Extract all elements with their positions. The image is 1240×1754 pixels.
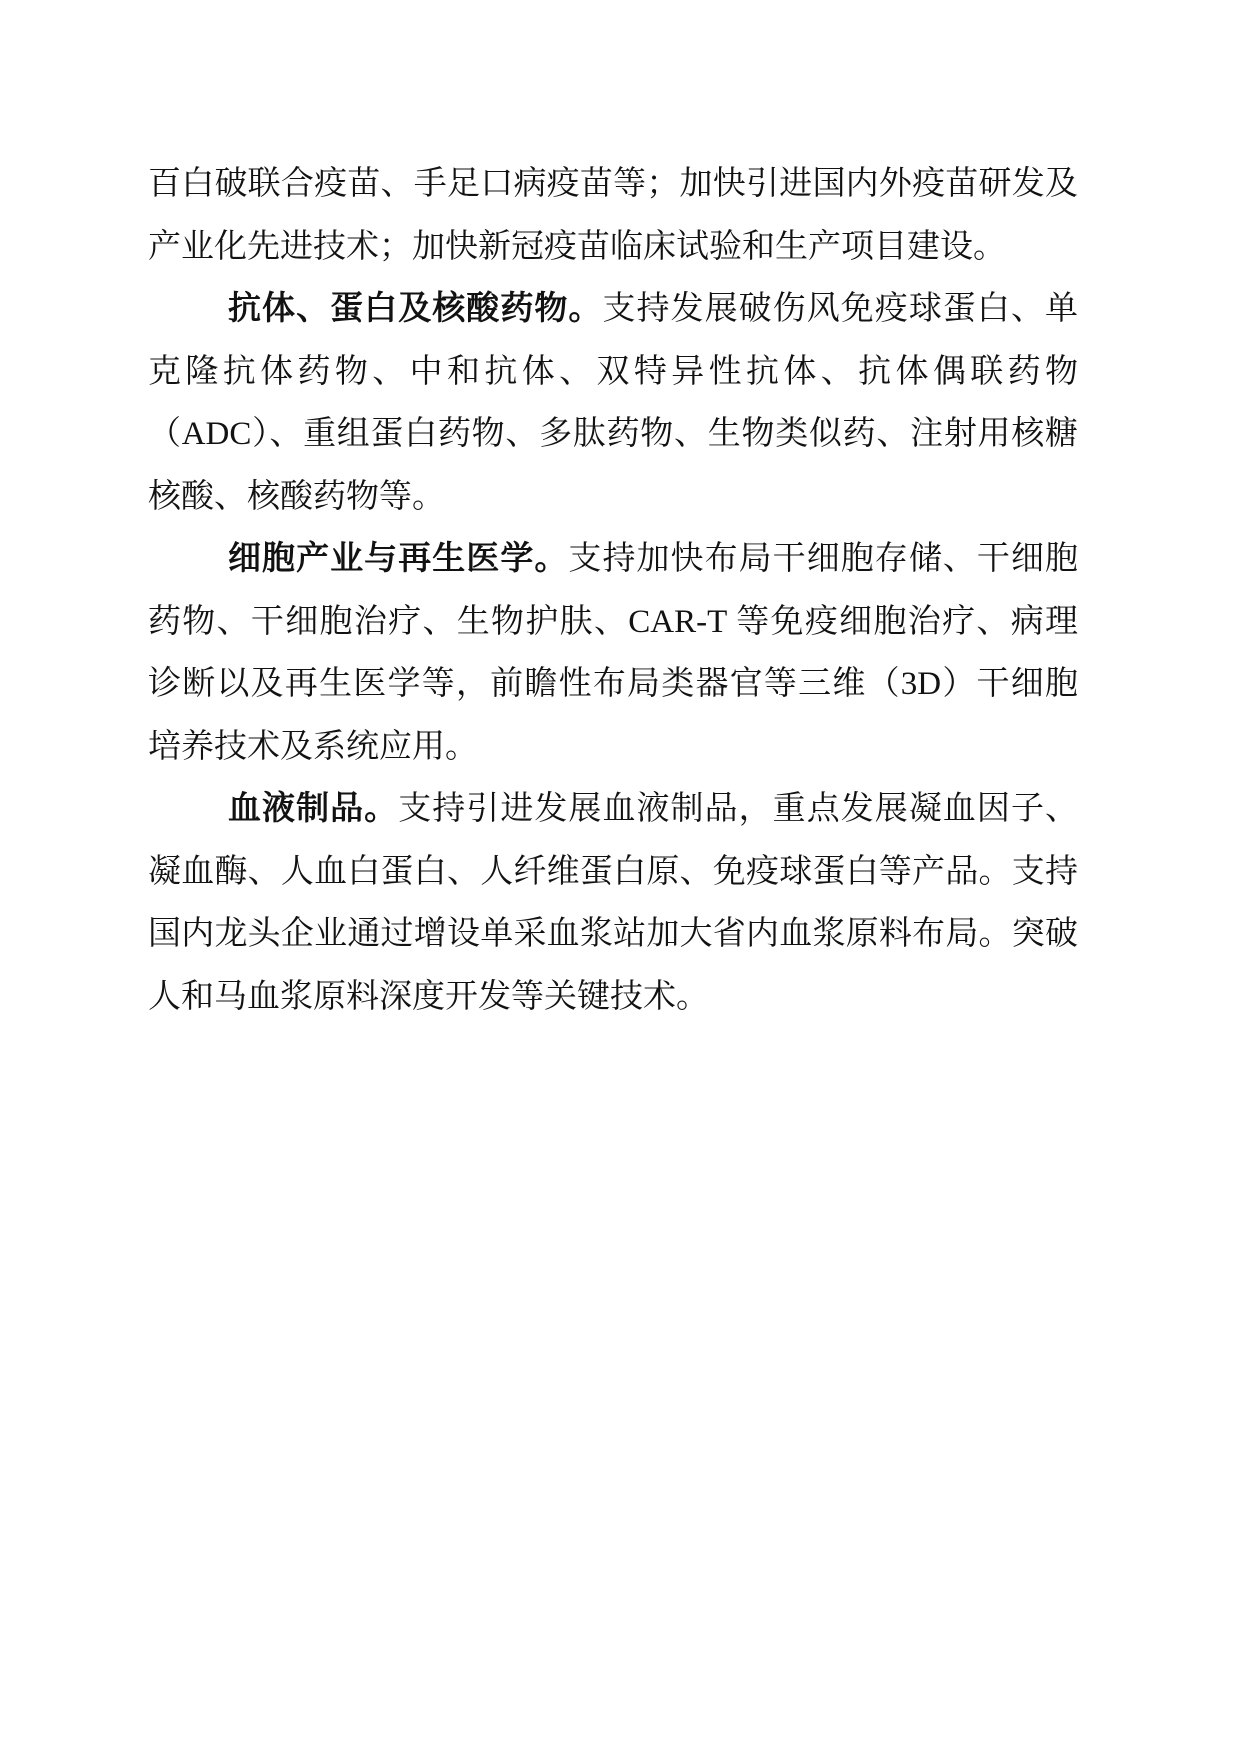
paragraph-text: 百白破联合疫苗、手足口病疫苗等；加快引进国内外疫苗研发及产业化先进技术；加快新冠疫苗临床试验和生产项目建设。 (148, 166, 1078, 265)
paragraph (148, 278, 1078, 528)
paragraph-lead: 抗体、蛋白及核酸药物。 (228, 291, 603, 327)
paragraph (148, 778, 1078, 1028)
paragraph (148, 528, 1078, 778)
document-body (148, 153, 1078, 1028)
paragraph-lead: 细胞产业与再生医学。 (228, 541, 569, 577)
paragraph-text: 支持引进发展血液制品，重点发展凝血因子、凝血酶、人血白蛋白、人纤维蛋白原、免疫球蛋白等产品。支持国内龙头企业通过增设单采血浆站加大省内血浆原料布局。突破人和马血浆原料深度开发等关键技术。 (148, 791, 1079, 1015)
paragraph-text: 支持发展破伤风免疫球蛋白、单克隆抗体药物、中和抗体、双特异性抗体、抗体偶联药物（ADC）、重组蛋白药物、多肽药物、生物类似药、注射用核糖核酸、核酸药物等。 (148, 291, 1079, 515)
paragraph-text: 支持加快布局干细胞存储、干细胞药物、干细胞治疗、生物护肤、CAR-T 等免疫细胞治疗、病理诊断以及再生医学等，前瞻性布局类器官等三维（3D）干细胞培养技术及系统应用。 (148, 541, 1079, 765)
paragraph-lead: 血液制品。 (228, 791, 399, 827)
paragraph (148, 153, 1078, 278)
